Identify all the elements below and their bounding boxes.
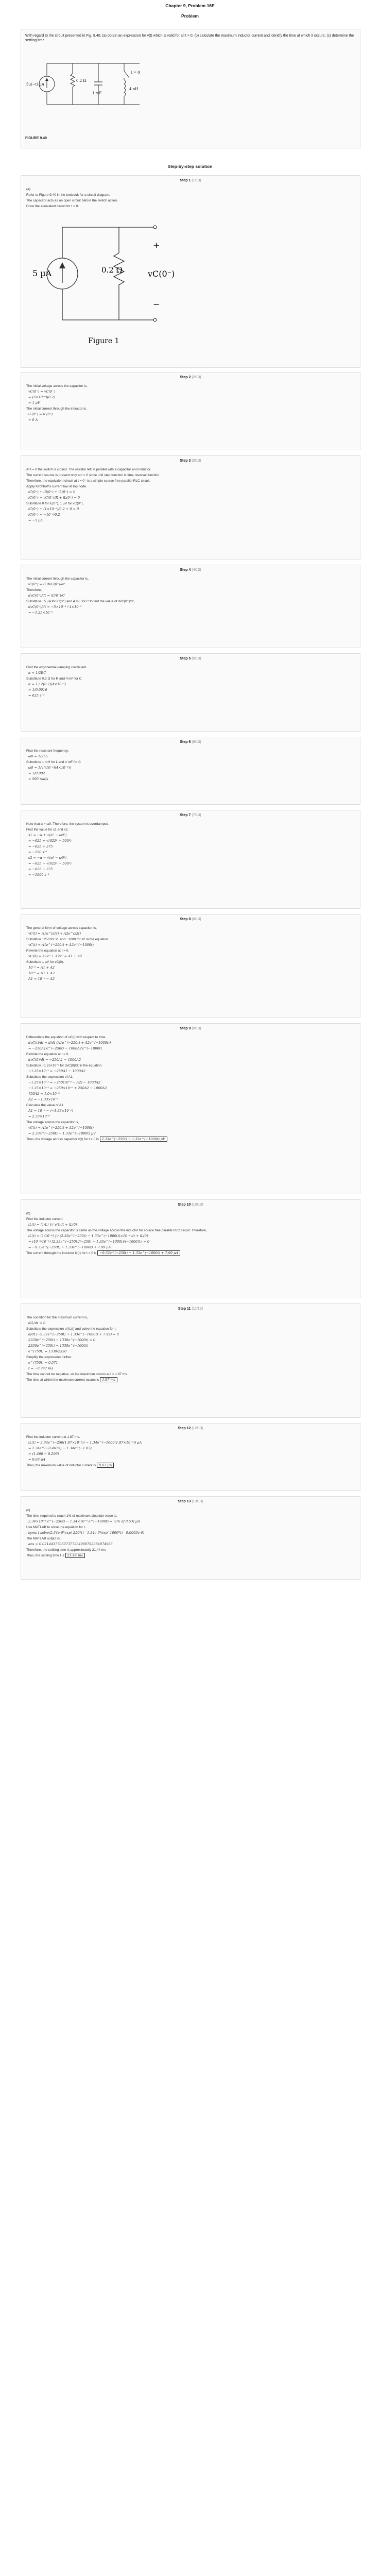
step-equation: iL(t) = (1/L) ∫₀ᵗ v(t)dt + iL(0) <box>28 1223 77 1227</box>
answer-box: 21.44 ms <box>65 1553 85 1558</box>
step-equation: e^(750t) = 0.571 <box>28 1361 58 1365</box>
step-heading <box>21 568 360 572</box>
step-equation: ans = 0.021443770607377234969792384974966 <box>28 1542 113 1546</box>
fig1-resistor-label: 0.2 Ω <box>101 265 123 275</box>
step-line: The voltage across the capacitor is, <box>26 1121 79 1124</box>
answer-prefix: The time at which the maximum current occurs is <box>26 1378 99 1382</box>
step-line: Find the resonant frequency. <box>26 749 69 753</box>
step-body <box>26 1211 354 1257</box>
fig1-minus-sign: − <box>153 299 160 309</box>
step-label: Step 9 <box>180 1027 191 1030</box>
step-body <box>26 1435 354 1469</box>
step-body <box>26 926 354 982</box>
step-equation: = −625 + 375 <box>28 844 53 849</box>
inductor-label: 4 nH <box>129 87 139 91</box>
step-equation: vC(t) = A1e^(s1t) + A2e^(s2t) <box>28 931 81 936</box>
step-equation: s1 = −α + √(α² − ω0²) <box>28 833 67 837</box>
step-equation: iL(0⁺) = iL(0⁻) <box>28 412 53 416</box>
step-equation: iL(t) = 2.34e^(−250(1.87×10⁻³)) − 1.34e^(−1000(1.87×10⁻³)) µA <box>28 1440 142 1445</box>
step-heading <box>21 657 360 660</box>
step-equation: iC(0⁺) = C dvC(0⁺)/dt <box>28 582 65 586</box>
step-card-11 <box>21 1303 360 1418</box>
step-body <box>26 749 354 783</box>
step-line: Substitute 1 µV for vC(0). <box>26 960 64 964</box>
step-line: At t = 0 the switch is closed. The resistor left in parallel with a capacitor and inductor. <box>26 468 151 471</box>
step-answer-line <box>26 1553 354 1558</box>
step-equation: = (5×10⁻⁶)(0.2) <box>28 395 55 399</box>
step-card-1 <box>21 175 360 368</box>
step-heading <box>21 179 360 182</box>
step-line: Therefore, <box>26 588 42 592</box>
step-equation: 10⁻⁶ = A1 + A2 <box>28 965 55 970</box>
step-line: The MATLAB output is, <box>26 1537 61 1540</box>
step-equation: dvC(0⁺)/dt = −5×10⁻⁶ / 4×10⁻³ <box>28 605 82 609</box>
step-heading <box>21 918 360 921</box>
step-line: Substitute 0 for iL(0⁺), 1 µV for vC(0⁺), <box>26 502 84 505</box>
step-line: Substitute the expression of A1. <box>26 1075 74 1079</box>
step-card-12 <box>21 1423 360 1491</box>
step-equation: = −625 + √(625² − 500²) <box>28 839 72 843</box>
step-count: (5/13) <box>192 657 201 660</box>
step-equation: = 0.63 µA <box>28 1458 45 1462</box>
step-line: Rewrite the equation at t = 0. <box>26 1053 70 1056</box>
step-count: (8/13) <box>192 918 201 921</box>
step-label: Step 3 <box>180 459 191 463</box>
step-card-8 <box>21 914 360 1018</box>
step-equation: = 2.33×10⁻⁶ <box>28 1114 50 1118</box>
step-equation: 2.34×10⁻⁶ e^(−250t) − 1.34×10⁻⁶ e^(−1000t) = (1% of 0.63) µA <box>28 1519 140 1523</box>
step-equation: e^(750t) = 1330/2330 <box>28 1349 67 1353</box>
step-equation: = 500 rad/s <box>28 777 48 781</box>
step-equation: = 1/0.002 <box>28 771 45 775</box>
step-label: Step 12 <box>178 1427 191 1430</box>
step-equation: vC(0⁺) = vC(0⁻) <box>28 389 56 394</box>
step-label: Step 7 <box>180 814 191 817</box>
step-label: Step 5 <box>180 657 191 660</box>
step-line: Substitute the expression of iL(t) and solve the equation for t. <box>26 1327 117 1331</box>
step-equation: iC(0⁺) + (1×10⁻⁶)/0.2 + 0 = 0 <box>28 507 79 511</box>
step-equation: = (1.466 − 0.206) <box>28 1452 59 1456</box>
step-line: The time cannot be negative, so the maximum occurs at t = 1.87 ms <box>26 1372 127 1376</box>
figure-label: FIGURE 9.40 <box>25 137 47 140</box>
step-line: The condition for the maximum current is, <box>26 1316 88 1319</box>
step-line: Substitute 1 mH for L and 4 mF for C <box>26 760 81 764</box>
step-count: (12/13) <box>192 1427 203 1430</box>
step-answer-line <box>26 1251 354 1256</box>
step-equation: diL/dt = 0 <box>28 1321 46 1325</box>
step-line: The initial voltage across the capacitor is, <box>26 384 88 388</box>
chapter-title: Chapter 9, Problem 16E <box>165 3 215 8</box>
step-line: The initial current through the capacitor is, <box>26 577 89 581</box>
step-equation: = −1.25×10⁻³ <box>28 611 53 615</box>
step-line: Therefore, the equivalent circuit at t = 0⁺ is a simple source free parallel RLC circuit. <box>26 479 151 483</box>
step-label: Step 6 <box>180 740 191 744</box>
step-equation: iC(0⁺) = −10⁻⁶/0.2 <box>28 513 60 517</box>
step-line: The capacitor acts as an open circuit before the switch action. <box>26 199 118 202</box>
step-card-5 <box>21 653 360 732</box>
step-heading <box>21 459 360 463</box>
step-line: Find the exponential damping coefficient. <box>26 666 88 669</box>
step-count: (2/13) <box>192 376 201 379</box>
step-line: Therefore, the settling time is approximately 21.44 ms <box>26 1548 106 1552</box>
switch-icon <box>124 71 129 78</box>
step-label: Step 8 <box>180 918 191 921</box>
fig1-voltage-label: vC(0⁻) <box>148 269 175 279</box>
step-equation: = −250A1e^(−250t) − 1000A2e^(−1000t) <box>28 1046 102 1050</box>
step-heading <box>21 740 360 744</box>
step-equation: d/dt (−9.32e^(−250t) + 1.33e^(−1000t) + 7.99) = 0 <box>28 1332 119 1336</box>
fig1-plus-sign: + <box>153 240 160 250</box>
step-line: Calculate the value of A1. <box>26 1104 64 1107</box>
step-equation: −1.25×10⁻³ = −250A1 − 1000A2 <box>28 1069 85 1073</box>
step-line: Substitute −1.25×10⁻³ for dvC(0)/dt in the equation. <box>26 1064 102 1067</box>
step-equation: 2330e^(−250t) − 1330e^(−1000t) = 0 <box>28 1338 96 1342</box>
step-count: (9/13) <box>192 1027 201 1030</box>
step-equation: iC(0⁺) + vC(0⁺)/R + iL(0⁺) = 0 <box>28 496 80 500</box>
step-line: Find the inductor current at 1.87 ms. <box>26 1435 80 1439</box>
step-equation: syms t solve(2.34e-6*exp(-250*t) - 1.34e-6*exp(-1000*t) - 0.0063e-6) <box>28 1531 145 1535</box>
step-card-2 <box>21 372 360 450</box>
step-body <box>26 665 354 699</box>
step-equation: iC(0⁺) + iR(0⁺) + iL(0⁺) = 0 <box>28 490 76 494</box>
step-equation: = −250 s⁻¹ <box>28 850 47 854</box>
step-heading <box>21 1203 360 1207</box>
answer-box: −9.32e^(−250t) + 1.33e^(−1000t) + 7.99 µA <box>97 1250 180 1256</box>
step-line: Substitute −250 for s1 and −1000 for s2 in the equation. <box>26 938 109 941</box>
step-line: The time required to reach 1% of maximum absolute value is, <box>26 1514 117 1518</box>
step-equation: = (10⁻⁶/10⁻³) [2.33e^(−250t)/(−250) − 1.33e^(−1000t)/(−1000)]₀ᵗ + 0 <box>28 1240 150 1244</box>
step-line: Apply Kirchhoff's current law at top node. <box>26 485 87 488</box>
step-body <box>26 187 354 210</box>
step-equation: A1 = 10⁻⁶ − (−1.33×10⁻⁶) <box>28 1109 74 1113</box>
step-line: Refer to Figure 9.40 in the textbook for a circuit diagram. <box>26 193 110 197</box>
step-answer-line <box>26 1378 354 1382</box>
step-line: Substitute −5 µA for iC(0⁺) and 4 mF for C to find the value of dvC(0⁺)/dt, <box>26 600 135 603</box>
switch-label: t = 0 <box>131 71 140 75</box>
step-equation: ω0 = 1/√((10⁻³)(4×10⁻³)) <box>28 766 71 770</box>
step-equation: A2 = −1.33×10⁻⁶ <box>28 1097 59 1101</box>
step-equation: = 1 µV <box>28 401 40 405</box>
step-line: Rewrite the equation at t = 0. <box>26 949 70 953</box>
step-label: Step 1 <box>180 179 191 182</box>
step-heading <box>21 1500 360 1503</box>
step-line: (c) <box>26 1509 30 1512</box>
step-equation: α = 1/2RC <box>28 671 46 675</box>
step-body <box>26 1508 354 1559</box>
step-answer-line <box>26 1137 354 1142</box>
step-body <box>26 1035 354 1143</box>
step-line: Find the inductor current. <box>26 1217 64 1221</box>
step-equation: t = −0.747 ms <box>28 1366 53 1370</box>
capacitor-label: 1 mF <box>92 91 102 95</box>
step-count: (1/13) <box>192 179 201 182</box>
step-card-6 <box>21 737 360 805</box>
step-body <box>26 467 354 524</box>
step-body <box>26 577 354 616</box>
problem-text: With regard to the circuit presented in Fig. 9.40, (a) obtain an expression for v(t) which is valid for all t > 0; (b) calculate the maximum inductor current and identify the time at which it occurs; (c) determine the settling time. <box>25 34 354 42</box>
problem-heading: Problem <box>181 13 199 19</box>
step-line: Differentiate the equation of vC(t) with respect to time. <box>26 1036 107 1039</box>
step-equation: 10⁻⁶ = A1 + A2 <box>28 971 55 975</box>
step-line: Draw the equivalent circuit for t < 0. <box>26 205 79 208</box>
step-equation: −1.25×10⁻³ = −250×10⁻⁶ + 250A2 − 1000A2 <box>28 1086 107 1090</box>
step-equation: = 2.33e^(−250t) − 1.33e^(−1000t) µV <box>28 1131 96 1136</box>
step-card-3 <box>21 455 360 560</box>
step-equation: vC(t) = A1e^(−250t) + A2e^(−1000t) <box>28 1126 94 1130</box>
step-heading <box>21 1427 360 1430</box>
resistor-icon <box>71 63 75 105</box>
step-line: The voltage across the capacitor is same as the voltage across the inductor for source free parallel RLC circuit. Therefore, <box>26 1229 207 1232</box>
step-label: Step 2 <box>180 376 191 379</box>
step-equation: −1.25×10⁻³ = −250(10⁻⁶ − A2) − 1000A2 <box>28 1080 100 1084</box>
step-line: The initial current through the inductor is, <box>26 407 87 411</box>
answer-prefix: The current through the inductor iL(t) for t > 0 is <box>26 1251 97 1255</box>
step-equation: = 2.34e^(−0.4675) − 1.34e^(−1.87) <box>28 1446 92 1450</box>
step-heading <box>21 1307 360 1311</box>
fig1-source-label: 5 µA <box>32 268 52 278</box>
step-equation: = 625 s⁻¹ <box>28 693 45 698</box>
step-equation: dvC(0)/dt = −250A1 − 1000A2 <box>28 1058 81 1062</box>
figure1-circuit <box>31 212 186 351</box>
step-equation: α = 1 / 2(0.2)(4×10⁻³) <box>28 682 66 686</box>
step-equation: = −1000 s⁻¹ <box>28 873 49 877</box>
step-card-13 <box>21 1496 360 1580</box>
problem-circuit-diagram <box>26 48 160 115</box>
answer-prefix: Thus, the maximum value of inductor current is <box>26 1464 96 1467</box>
step-equation: iL(t) = (1/10⁻³) ∫₀ᵗ (2.33e^(−250t) − 1.33e^(−1000t))×10⁻⁶ dt + iL(0) <box>28 1234 148 1238</box>
step-equation: = 0 A <box>28 418 38 422</box>
step-line: Simplify the expression further. <box>26 1355 72 1359</box>
step-equation: 2330e^(−250t) = 1330e^(−1000t) <box>28 1344 89 1348</box>
inductor-icon <box>124 80 126 96</box>
step-line: Find the value for s1 and s2. <box>26 828 69 832</box>
step-equation: A1 = 10⁻⁶ − A2 <box>28 977 55 981</box>
step-equation: ω0 = 1/√LC <box>28 754 48 758</box>
step-line: Note that α > ω0. Therefore, the system is overdamped. <box>26 822 110 826</box>
solution-title: Step-by-step solution <box>167 164 213 169</box>
step-body <box>26 384 354 423</box>
step-count: (4/13) <box>192 568 201 572</box>
step-card-10 <box>21 1199 360 1298</box>
step-answer-line <box>26 1463 354 1468</box>
step-equation: vC(0) = A1e⁰ + A2e⁰ = A1 + A2 <box>28 954 82 958</box>
step-count: (7/13) <box>192 814 201 817</box>
source-label: 5u(−t) µA <box>26 82 44 87</box>
step-label: Step 13 <box>178 1500 191 1503</box>
answer-box: 1.87 ms <box>100 1377 117 1382</box>
step-card-7 <box>21 810 360 909</box>
step-count: (3/13) <box>192 459 201 463</box>
step-equation: dvC(t)/dt = d/dt (A1e^(−250t) + A2e^(−1000t)) <box>28 1041 111 1045</box>
step-equation: vC(t) = A1e^(−250t) + A2e^(−1000t) <box>28 943 94 947</box>
step-body <box>26 1315 354 1383</box>
answer-box: 0.63 µA <box>97 1463 114 1468</box>
step-equation: 750A2 = 1.0×10⁻³ <box>28 1092 60 1096</box>
step-equation: = −625 − 375 <box>28 867 53 871</box>
answer-prefix: Thus, the voltage across capacitor v(t) for t > 0 is <box>26 1138 99 1141</box>
answer-box: 2.33e^(−250t) − 1.33e^(−1000t) µV <box>100 1137 167 1142</box>
step-equation: = −9.32e^(−250t) + 1.33e^(−1000t) + 7.99 µA <box>28 1245 111 1249</box>
step-card-9 <box>21 1023 360 1194</box>
step-equation: = 1/0.0016 <box>28 688 47 692</box>
step-equation: s2 = −α − √(α² − ω0²) <box>28 856 67 860</box>
step-heading <box>21 376 360 379</box>
step-equation: = −5 µA <box>28 518 43 522</box>
resistor-label: 0.2 Ω <box>76 79 87 83</box>
step-card-4 <box>21 565 360 648</box>
step-line: The current source is present only at t < 0 since unit step function is time reversal function. <box>26 473 160 477</box>
step-count: (11/13) <box>192 1307 203 1311</box>
step-line: Use MATLAB to solve the equation for t. <box>26 1526 86 1529</box>
step-count: (10/13) <box>192 1203 203 1207</box>
step-label: Step 4 <box>180 568 191 572</box>
step-count: (6/13) <box>192 740 201 744</box>
step-body <box>26 822 354 878</box>
step-equation: = −625 − √(625² − 500²) <box>28 861 72 866</box>
step-line: The general form of voltage across capacitor is, <box>26 926 97 930</box>
step-line: (b) <box>26 1212 30 1215</box>
step-equation: dvC(0⁺)/dt = iC(0⁺)/C <box>28 594 65 598</box>
step-heading <box>21 814 360 817</box>
step-line: (a) <box>26 188 30 191</box>
fig1-caption: Figure 1 <box>88 337 119 345</box>
answer-prefix: Thus, the settling time t is <box>26 1554 64 1557</box>
step-line: Substitute 0.2 Ω for R and 4 mF for C <box>26 677 82 681</box>
step-count: (13/13) <box>192 1500 203 1503</box>
step-label: Step 10 <box>178 1203 191 1207</box>
step-heading <box>21 1027 360 1030</box>
problem-box <box>21 29 360 148</box>
step-label: Step 11 <box>178 1307 191 1311</box>
